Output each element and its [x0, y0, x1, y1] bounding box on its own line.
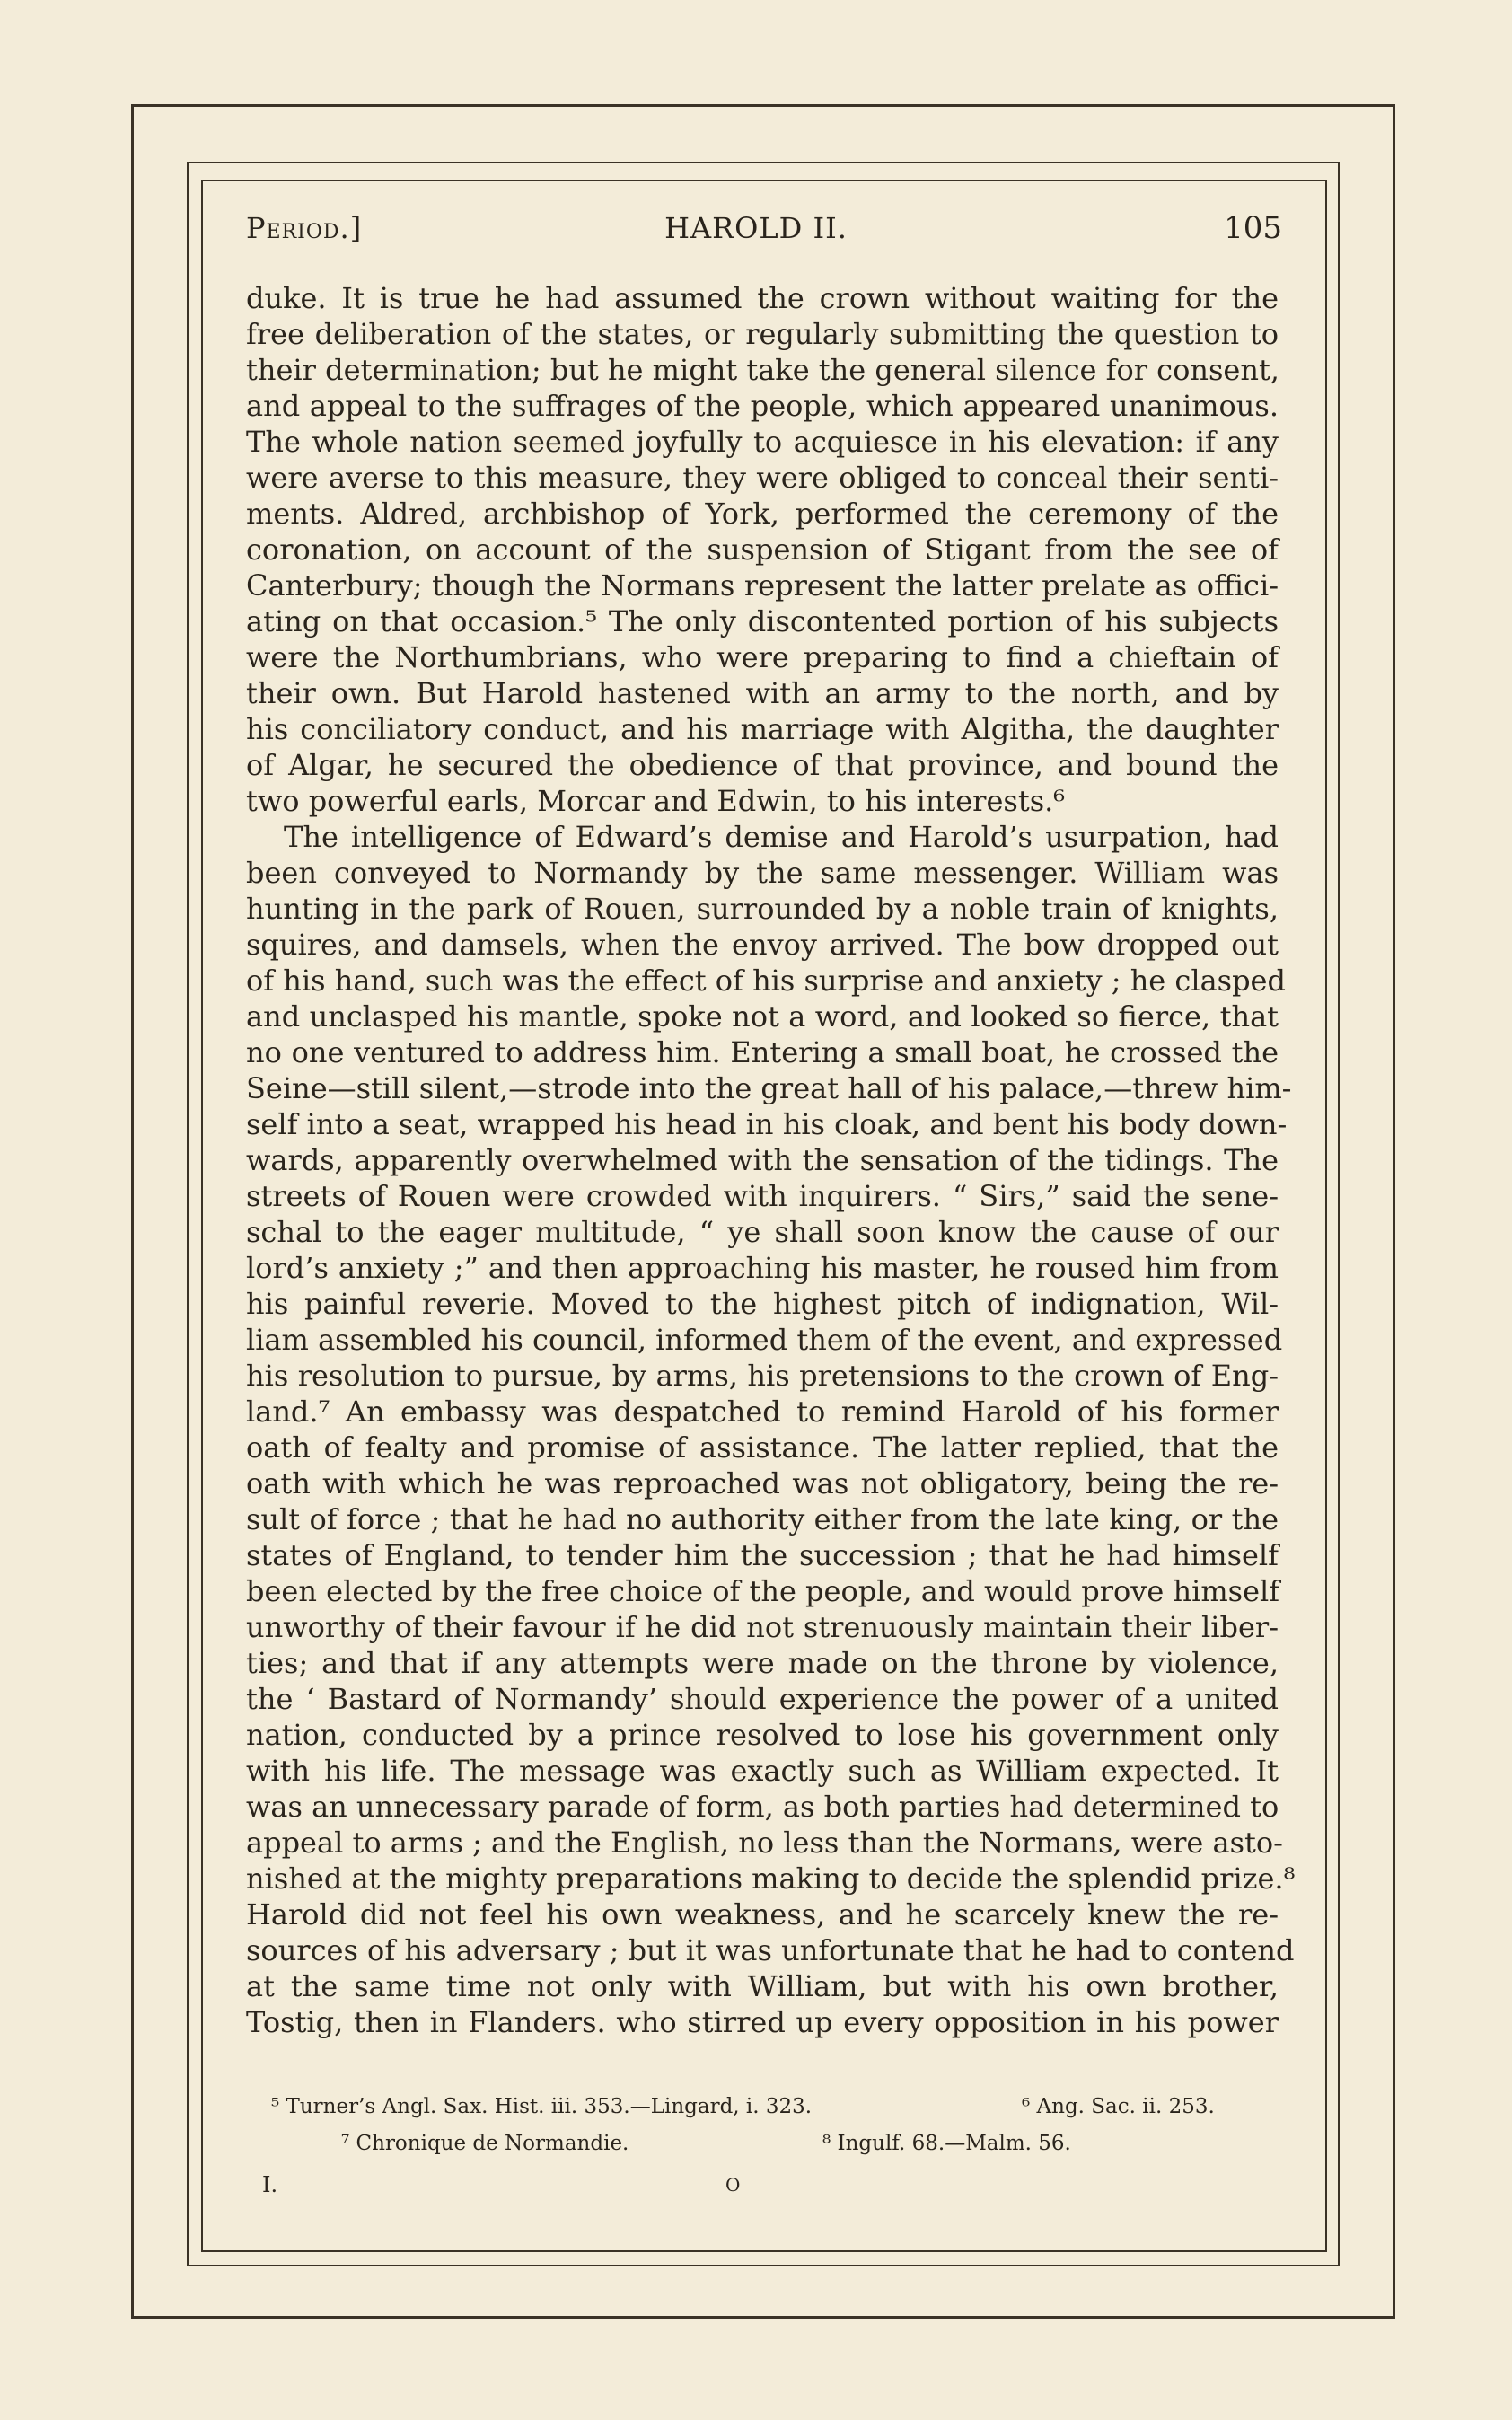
text-line: was an unnecessary parade of form, as both parties had determined to	[246, 1790, 1279, 1824]
text-line: and appeal to the suffrages of the people, which appeared unanimous.	[246, 389, 1279, 423]
text-line: self into a seat, wrapped his head in his cloak, and bent his body down-	[246, 1107, 1288, 1141]
text-line: nation, conducted by a prince resolved to lose his government only	[246, 1718, 1279, 1752]
inner-frame-left	[201, 180, 203, 2252]
text-line: sources of his adversary ; but it was unfortunate that he had to contend	[246, 1933, 1295, 1967]
text-line: oath with which he was reproached was not obligatory, being the re-	[246, 1466, 1279, 1500]
text-line: wards, apparently overwhelmed with the sensation of the tidings. The	[246, 1143, 1279, 1177]
text-line: been conveyed to Normandy by the same messenger. William was	[246, 856, 1279, 890]
text-line: of Algar, he secured the obedience of that province, and bound the	[246, 748, 1279, 782]
text-line: oath of fealty and promise of assistance. The latter replied, that the	[246, 1430, 1279, 1465]
middle-frame-left	[187, 162, 189, 2266]
text-line: his painful reverie. Moved to the highest pitch of indignation, Wil-	[246, 1287, 1279, 1321]
running-head-period: Period.]	[246, 211, 363, 245]
text-line: and unclasped his mantle, spoke not a word, and looked so fierce, that	[246, 999, 1279, 1034]
outer-frame-top	[131, 104, 1395, 107]
text-line: liam assembled his council, informed them of the event, and expressed	[246, 1323, 1283, 1357]
page-number: 105	[1224, 210, 1282, 246]
text-line: at the same time not only with William, but with his own brother,	[246, 1969, 1279, 2003]
gathering-signature: O	[725, 2174, 741, 2196]
text-line: with his life. The message was exactly such as William expected. It	[246, 1754, 1279, 1788]
text-line: ating on that occasion.⁵ The only discontented portion of his subjects	[246, 604, 1279, 638]
inner-frame-top	[201, 180, 1327, 181]
text-line: appeal to arms ; and the English, no less than the Normans, were asto-	[246, 1826, 1283, 1860]
footnote-7: ⁷ Chronique de Normandie.	[341, 2132, 629, 2155]
text-line: their determination; but he might take the general silence for consent,	[246, 353, 1279, 387]
text-line: nished at the mighty preparations making to decide the splendid prize.⁸	[246, 1861, 1296, 1896]
text-line: land.⁷ An embassy was despatched to remind Harold of his former	[246, 1395, 1279, 1429]
text-line: their own. But Harold hastened with an army to the north, and by	[246, 676, 1279, 710]
volume-signature: I.	[262, 2172, 278, 2197]
outer-frame-bottom	[131, 2316, 1395, 2319]
text-line: Seine—still silent,—strode into the great hall of his palace,—threw him-	[246, 1071, 1292, 1105]
footnote-6: ⁶ Ang. Sac. ii. 253.	[1022, 2095, 1215, 2118]
outer-frame-right	[1393, 104, 1395, 2319]
text-line: ties; and that if any attempts were made on the throne by violence,	[246, 1646, 1279, 1680]
text-line: hunting in the park of Rouen, surrounded by a noble train of knights,	[246, 892, 1279, 926]
text-line: streets of Rouen were crowded with inquirers. “ Sirs,” said the sene-	[246, 1179, 1279, 1213]
text-line: been elected by the free choice of the people, and would prove himself	[246, 1574, 1280, 1608]
middle-frame-right	[1338, 162, 1340, 2266]
text-line: duke. It is true he had assumed the crown without waiting for the	[246, 281, 1279, 315]
text-line: two powerful earls, Morcar and Edwin, to his interests.⁶	[246, 784, 1066, 818]
running-head-title: HAROLD II.	[664, 211, 848, 245]
text-line: states of England, to tender him the succession ; that he had himself	[246, 1538, 1279, 1572]
middle-frame-bottom	[187, 2265, 1340, 2266]
footnote-5: ⁵ Turner’s Angl. Sax. Hist. iii. 353.—Lingard, i. 323.	[271, 2095, 813, 2118]
text-line: his conciliatory conduct, and his marriage with Algitha, the daughter	[246, 712, 1279, 746]
text-line: were averse to this measure, they were obliged to conceal their senti-	[246, 461, 1279, 495]
outer-frame-left	[131, 104, 134, 2319]
text-line: free deliberation of the states, or regularly submitting the question to	[246, 317, 1279, 351]
text-line: schal to the eager multitude, “ ye shall soon know the cause of our	[246, 1215, 1279, 1249]
text-line: the ‘ Bastard of Normandy’ should experience the power of a united	[246, 1682, 1279, 1716]
text-line: squires, and damsels, when the envoy arrived. The bow dropped out	[246, 928, 1279, 962]
text-line: ments. Aldred, archbishop of York, performed the ceremony of the	[246, 497, 1279, 531]
text-line: lord’s anxiety ;” and then approaching his master, he roused him from	[246, 1251, 1279, 1285]
inner-frame-bottom	[201, 2250, 1327, 2252]
text-line: The intelligence of Edward’s demise and Harold’s usurpation, had	[284, 820, 1279, 854]
body-text	[246, 280, 1296, 2040]
text-line: coronation, on account of the suspension of Stigant from the see of	[246, 532, 1279, 567]
text-line: Canterbury; though the Normans represent the latter prelate as offici-	[246, 568, 1279, 603]
middle-frame-top	[187, 162, 1340, 163]
footnote-8: ⁸ Ingulf. 68.—Malm. 56.	[822, 2132, 1071, 2155]
text-line: no one ventured to address him. Entering a small boat, he crossed the	[246, 1035, 1279, 1069]
text-line: of his hand, such was the effect of his surprise and anxiety ; he clasped	[246, 964, 1286, 998]
text-line: The whole nation seemed joyfully to acquiesce in his elevation: if any	[246, 425, 1279, 459]
inner-frame-right	[1325, 180, 1327, 2252]
text-line: Harold did not feel his own weakness, and he scarcely knew the re-	[246, 1897, 1279, 1932]
text-line: unworthy of their favour if he did not strenuously maintain their liber-	[246, 1610, 1279, 1644]
text-line: Tostig, then in Flanders. who stirred up every opposition in his power	[246, 2005, 1279, 2039]
text-line: were the Northumbrians, who were preparing to find a chieftain of	[246, 640, 1279, 674]
text-line: sult of force ; that he had no authority either from the late king, or the	[246, 1502, 1279, 1536]
text-line: his resolution to pursue, by arms, his pretensions to the crown of Eng-	[246, 1359, 1279, 1393]
